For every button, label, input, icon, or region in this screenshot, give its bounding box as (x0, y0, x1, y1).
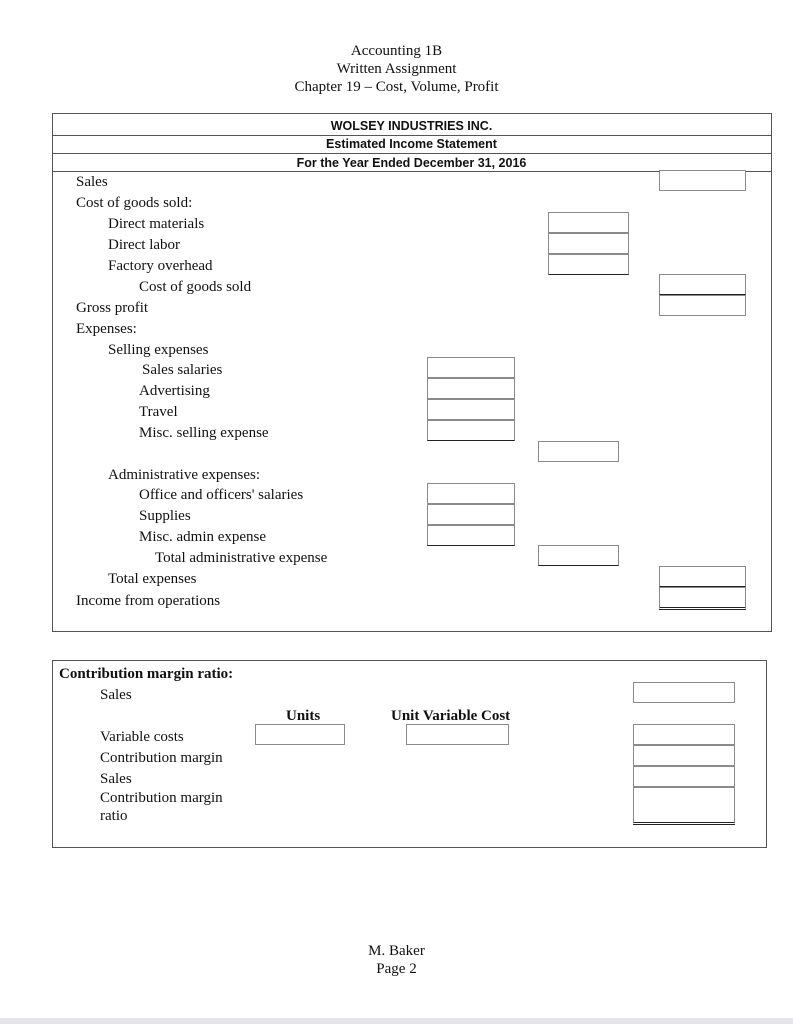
contribution-margin-field[interactable] (633, 745, 735, 766)
cogs-total-field[interactable] (659, 274, 746, 295)
label-expenses: Expenses: (76, 321, 137, 337)
units-header: Units (286, 708, 321, 724)
gross-profit-field[interactable] (659, 295, 746, 316)
total-admin-field[interactable] (538, 545, 619, 566)
header-divider (53, 153, 771, 154)
units-field[interactable] (255, 724, 345, 745)
cm-label-sales: Sales (100, 687, 132, 703)
label-advertising: Advertising (139, 383, 210, 399)
label-misc-admin: Misc. admin expense (139, 529, 267, 545)
advertising-field[interactable] (427, 378, 515, 399)
direct-materials-field[interactable] (548, 212, 629, 233)
label-cogs-heading: Cost of goods sold: (76, 195, 193, 211)
label-direct-materials: Direct materials (108, 216, 205, 232)
header-divider (53, 135, 771, 136)
total-selling-field[interactable] (538, 441, 619, 462)
total-expenses-field[interactable] (659, 566, 746, 587)
label-office-salaries: Office and officers' salaries (139, 487, 304, 503)
cm-label-sales-2: Sales (100, 771, 132, 787)
cm-label-variable-costs: Variable costs (100, 729, 184, 745)
direct-labor-field[interactable] (548, 233, 629, 254)
label-sales: Sales (76, 174, 108, 190)
misc-admin-field[interactable] (427, 525, 515, 546)
label-gross-profit: Gross profit (76, 300, 149, 316)
income-ops-field[interactable] (659, 587, 746, 610)
label-admin-expenses: Administrative expenses: (108, 467, 261, 483)
author-name: M. Baker (368, 943, 425, 959)
label-travel: Travel (139, 404, 178, 420)
statement-title: Estimated Income Statement (326, 137, 497, 151)
cm-sales-2-field[interactable] (633, 766, 735, 787)
company-name: WOLSEY INDUSTRIES INC. (330, 119, 493, 133)
label-income-ops: Income from operations (76, 593, 221, 609)
cm-label-ratio-line1: Contribution margin (100, 790, 223, 806)
office-salaries-field[interactable] (427, 483, 515, 504)
label-direct-labor: Direct labor (108, 237, 181, 253)
cm-heading: Contribution margin ratio: (59, 666, 234, 682)
sales-amount-field[interactable] (659, 170, 746, 191)
statement-period: For the Year Ended December 31, 2016 (296, 156, 527, 170)
label-factory-overhead: Factory overhead (108, 258, 213, 274)
sales-salaries-field[interactable] (427, 357, 515, 378)
cm-label-ratio-line2: ratio (100, 808, 128, 824)
variable-costs-field[interactable] (633, 724, 735, 745)
cm-ratio-field[interactable] (633, 787, 735, 825)
unit-variable-cost-field[interactable] (406, 724, 509, 745)
bottom-bar (0, 1018, 793, 1024)
travel-field[interactable] (427, 399, 515, 420)
label-total-admin: Total administrative expense (155, 550, 328, 566)
label-supplies: Supplies (139, 508, 191, 524)
chapter-title: Chapter 19 – Cost, Volume, Profit (294, 79, 499, 95)
label-misc-selling: Misc. selling expense (139, 425, 269, 441)
page-number: Page 2 (376, 961, 417, 977)
label-sales-salaries: Sales salaries (142, 362, 223, 378)
course-title: Accounting 1B (350, 43, 443, 59)
cm-sales-field[interactable] (633, 682, 735, 703)
cm-label-contribution-margin: Contribution margin (100, 750, 223, 766)
supplies-field[interactable] (427, 504, 515, 525)
label-cogs-total: Cost of goods sold (139, 279, 252, 295)
label-total-expenses: Total expenses (108, 571, 197, 587)
factory-overhead-field[interactable] (548, 254, 629, 275)
assignment-title: Written Assignment (336, 61, 457, 77)
label-selling-expenses: Selling expenses (108, 342, 209, 358)
misc-selling-field[interactable] (427, 420, 515, 441)
unit-variable-cost-header: Unit Variable Cost (391, 708, 511, 724)
